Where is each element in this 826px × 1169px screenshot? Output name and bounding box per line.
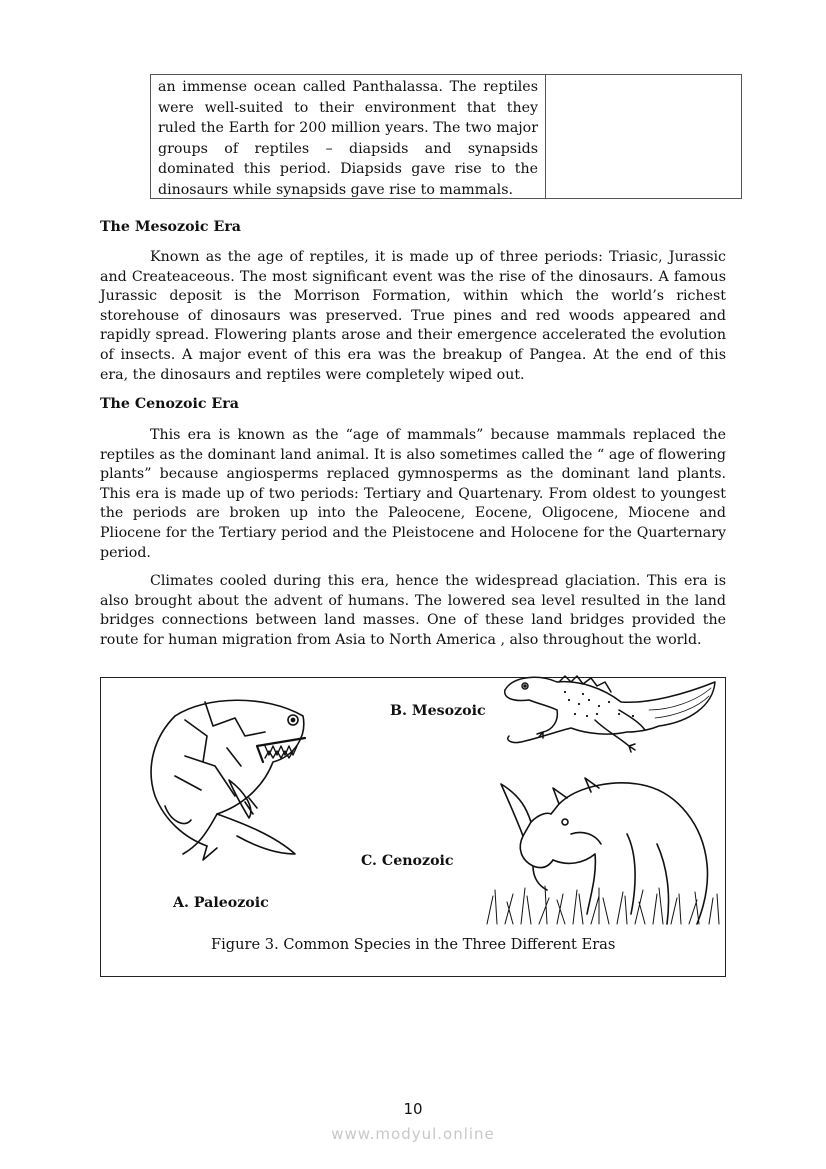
text-line: also brought about the advent of humans. The lowered sea level resulted in the land — [100, 592, 726, 609]
text-line: This era is made up of two periods: Tertiary and Quartenary. From oldest to youngest — [100, 485, 726, 502]
table-line: were well-suited to their environment that they — [158, 99, 538, 116]
fish-icon — [145, 696, 315, 871]
page-number: 10 — [403, 1100, 423, 1118]
text-line: Pliocene for the Tertiary period and the Pleistocene and Holocene for the Quarternary — [100, 524, 726, 541]
table-line: ruled the Earth for 200 million years. The two major — [158, 120, 538, 137]
table-text-cell — [151, 75, 546, 198]
text-line: plants” because angiosperms replaced gymnosperms as the dominant land plants. — [100, 466, 726, 483]
label-mesozoic: B. Mesozoic — [390, 703, 486, 719]
text-line: Climates cooled during this era, hence the widespread glaciation. This era is — [150, 573, 726, 589]
table-line: dominated this period. Diapsids gave rise to the — [158, 161, 538, 178]
table-line: dinosaurs while synapsids gave rise to mammals. — [158, 181, 513, 198]
table-line: an immense ocean called Panthalassa. The reptiles — [158, 79, 538, 95]
mesozoic-paragraph — [100, 248, 726, 385]
label-paleozoic: A. Paleozoic — [173, 895, 269, 911]
label-cenozoic: C. Cenozoic — [361, 853, 454, 869]
text-line: storehouse of dinosaurs was preserved. True pines and red woods appeared and — [100, 307, 726, 324]
lizard-icon — [499, 670, 721, 754]
cenozoic-paragraph-2 — [100, 572, 726, 650]
text-line: reptiles as the dominant land animal. It is also sometimes called the “ age of flowering — [100, 446, 726, 463]
text-line: of insects. A major event of this era was the breakup of Pangea. At the end of this — [100, 346, 726, 363]
text-line: era, the dinosaurs and reptiles were completely wiped out. — [100, 366, 525, 383]
text-line: period. — [100, 544, 151, 561]
text-line: rapidly spread. Flowering plants arose and their emergence accelerated the evolution — [100, 327, 726, 344]
text-line: Known as the age of reptiles, it is made up of three periods: Triasic, Jurassic — [150, 249, 726, 265]
figure-caption: Figure 3. Common Species in the Three Different Eras — [211, 936, 616, 953]
text-line: This era is known as the “age of mammals” because mammals replaced the — [150, 427, 726, 443]
continued-table — [150, 74, 742, 199]
cenozoic-paragraph-1 — [100, 426, 726, 563]
cenozoic-heading: The Cenozoic Era — [100, 396, 239, 412]
table-line: groups of reptiles – diapsids and synapsids — [158, 140, 538, 157]
rhinoceros-icon — [487, 774, 727, 934]
text-line: bridges connections between land masses. One of these land bridges provided the — [100, 612, 726, 629]
mesozoic-heading: The Mesozoic Era — [100, 219, 241, 235]
figure-box — [100, 677, 726, 977]
watermark: www.modyul.online — [331, 1125, 495, 1143]
text-line: route for human migration from Asia to North America , also throughout the world. — [100, 631, 702, 648]
text-line: and Createaceous. The most significant event was the rise of the dinosaurs. A famous — [100, 268, 726, 285]
text-line: Jurassic deposit is the Morrison Formation, within which the world’s richest — [100, 288, 726, 305]
text-line: the periods are broken up into the Paleocene, Eocene, Oligocene, Miocene and — [100, 505, 726, 522]
